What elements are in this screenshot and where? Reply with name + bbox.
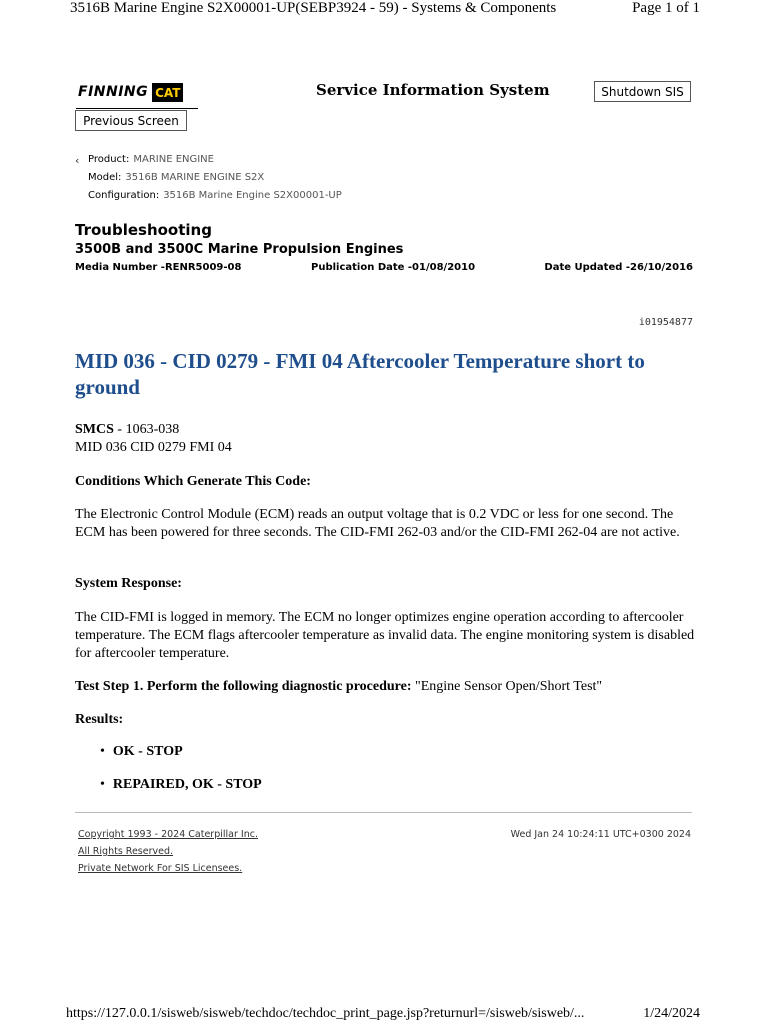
- model-key: Model:: [88, 172, 122, 183]
- model-value: 3516B MARINE ENGINE S2X: [125, 172, 265, 183]
- conditions-text: The Electronic Control Module (ECM) reads an output voltage that is 0.2 VDC or less for one second. The ECM has been powered for three seconds. The CID-FMI 262-03 and/or the CID-FMI 262-04 are not active.: [75, 507, 680, 540]
- product-key: Product:: [88, 154, 130, 165]
- smcs-value: - 1063-038: [113, 422, 180, 437]
- previous-screen-button[interactable]: Previous Screen: [75, 110, 187, 131]
- code-line: MID 036 CID 0279 FMI 04: [75, 440, 232, 455]
- conditions-heading: Conditions Which Generate This Code:: [75, 474, 311, 489]
- copyright-link[interactable]: Copyright 1993 - 2024 Caterpillar Inc.: [78, 829, 258, 840]
- finning-cat-logo: [78, 76, 198, 108]
- list-item: • REPAIRED, OK - STOP: [100, 777, 262, 793]
- breadcrumb-product[interactable]: [88, 154, 214, 165]
- print-footer-date: 1/24/2024: [643, 1006, 700, 1021]
- publication-date: Publication Date -01/08/2010: [311, 262, 476, 273]
- finning-logo-text: FINNING: [78, 84, 149, 100]
- product-value: MARINE ENGINE: [133, 154, 214, 165]
- breadcrumb-configuration: [88, 190, 342, 201]
- test-step-value: "Engine Sensor Open/Short Test": [411, 679, 603, 694]
- breadcrumb-model: [88, 172, 264, 183]
- print-footer-url: https://127.0.0.1/sisweb/sisweb/techdoc/techdoc_print_page.jsp?returnurl=/sisweb/sisweb/...: [66, 1006, 585, 1021]
- private-network-link[interactable]: Private Network For SIS Licensees.: [78, 863, 243, 874]
- document-id: i01954877: [638, 317, 693, 328]
- print-header-title: 3516B Marine Engine S2X00001-UP(SEBP3924 - 59) - Systems & Components: [70, 0, 557, 16]
- smcs-label: SMCS: [75, 422, 114, 437]
- chevron-left-icon[interactable]: ‹: [75, 154, 80, 167]
- system-response-heading: System Response:: [75, 576, 182, 591]
- smcs-line: [75, 421, 695, 439]
- config-key: Configuration:: [88, 190, 160, 201]
- page-title: Service Information System: [316, 81, 550, 99]
- test-step-label: Test Step 1. Perform the following diagnostic procedure:: [75, 679, 412, 694]
- rights-link[interactable]: All Rights Reserved.: [78, 846, 174, 857]
- divider: [75, 812, 692, 813]
- list-item: • OK - STOP: [100, 744, 183, 760]
- media-number: Media Number -RENR5009-08: [75, 262, 242, 273]
- shutdown-sis-button[interactable]: Shutdown SIS: [594, 81, 691, 102]
- logo-underline: [76, 108, 198, 109]
- footer-timestamp: Wed Jan 24 10:24:11 UTC+0300 2024: [510, 829, 691, 840]
- document-subtitle: 3500B and 3500C Marine Propulsion Engines: [75, 242, 404, 257]
- cat-logo: CAT: [152, 83, 183, 102]
- config-value: 3516B Marine Engine S2X00001-UP: [163, 190, 342, 201]
- results-heading: Results:: [75, 712, 124, 727]
- test-step: [75, 678, 695, 696]
- main-heading: MID 036 - CID 0279 - FMI 04 Aftercooler Temperature short to ground: [75, 349, 645, 399]
- document-title: Troubleshooting: [75, 221, 212, 239]
- system-response-text: The CID-FMI is logged in memory. The ECM no longer optimizes engine operation according to aftercooler temperature. The ECM flags aftercooler temperature as invalid data. The engine monitoring system is disabled for aftercooler temperature.: [75, 610, 695, 661]
- print-header-page: Page 1 of 1: [632, 0, 700, 16]
- date-updated: Date Updated -26/10/2016: [544, 262, 693, 273]
